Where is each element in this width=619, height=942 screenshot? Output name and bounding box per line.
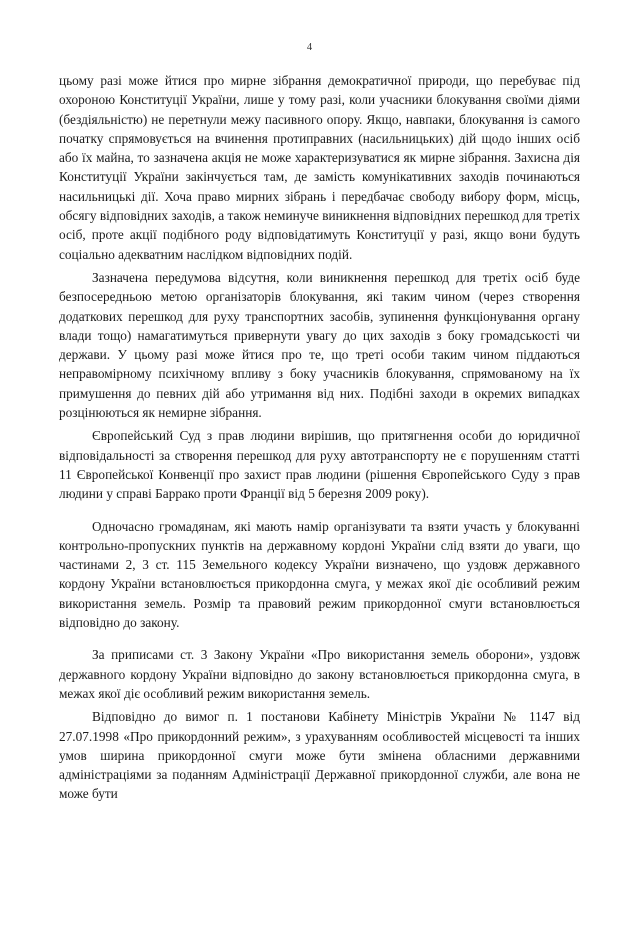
- document-body: [59, 71, 580, 804]
- paragraph-cabinet-resolution: Відповідно до вимог п. 1 постанови Кабінету Міністрів України № 1147 від 27.07.1998 «Про прикордонний режим», з урахуванням особливостей місцевості та інших умов ширина прикордонної смуги може бути змінена обласними державними адміністраціями за поданням Адміністрації Державної прикордонної служби, але вона не може бути: [59, 709, 580, 802]
- page-number: 4: [306, 42, 313, 53]
- paragraph-defense-lands-law: За приписами ст. 3 Закону України «Про використання земель оборони», уздовж державного кордону України відповідно до закону встановлюється прикордонна смуга, в межах якої діє особливий режим використання земель.: [59, 647, 580, 701]
- paragraph-precondition-absent: Зазначена передумова відсутня, коли виникнення перешкод для третіх осіб буде безпосередньою метою організаторів блокування, які таким чином (через створення додаткових перешкод для руху транспортних засобів, зупинення функціонування органу влади тощо) намагатимуться привернути увагу до цих заходів з боку громадськості чи держави. У цьому разі може йтися про те, що треті особи таким чином піддаються неправомірному психічному впливу з боку учасників блокування, спрямованому на їх примушення до певних дій або утримання від них. Подібні заходи в окремих випадках розцінюються як немирне зібрання.: [59, 269, 580, 421]
- paragraph-peaceful-assembly: цьому разі може йтися про мирне зібрання демократичної природи, що перебуває під охороною Конституції України, лише у тому разі, коли учасники блокування своїми діями (бездіяльністю) не перетнули межу пасивного опору. Якщо, навпаки, блокування із самого початку спрямовується на вчинення протиправних (насильницьких) дій щодо інших осіб або їх майна, то зазначена акція не може характеризуватися як мирне зібрання. Захисна дія Конституції України закінчується там, де замість комунікативних заходів починаються насильницькі дії. Хоча право мирних зібрань і передбачає свободу вибору форм, місць, обсягу відповідних заходів, а також неминуче виникнення відповідних перешкод для третіх осіб, проте акції подібного роду відповідатимуть Конституції у разі, якщо вони будуть соціально адекватним наслідком відповідних подій.: [59, 73, 580, 262]
- paragraph-european-court: Європейський Суд з прав людини вирішив, що притягнення особи до юридичної відповідальності за створення перешкод для руху автотранспорту не є порушенням статті 11 Європейської Конвенції про захист прав людини (рішення Європейського Суду з прав людини у справі Баррако проти Франції від 5 березня 2009 року).: [59, 428, 580, 502]
- paragraph-border-zone: Одночасно громадянам, які мають намір організувати та взяти участь у блокуванні контрольно-пропускних пунктів на державному кордоні України слід взяти до уваги, що частинами 2, 3 ст. 115 Земельного кодексу України визначено, що уздовж державного кордону України встановлюється прикордонна смуга, у межах якої діє особливий режим використання земель. Розмір та правовий режим прикордонної смуги встановлюється відповідно до закону.: [59, 518, 580, 631]
